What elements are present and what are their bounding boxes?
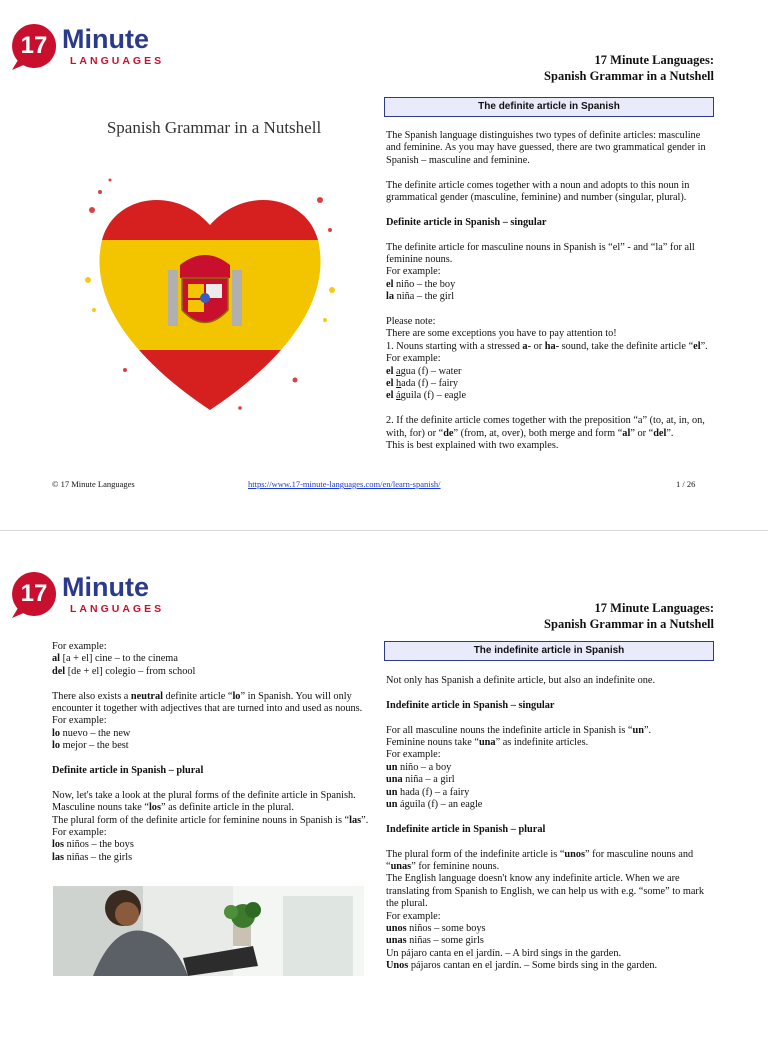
document-title: Spanish Grammar in a Nutshell [106,118,322,137]
brand-logo [10,568,180,620]
paragraph: The plural form of the indefinite article is “unos” for masculine nouns and “unas” for feminine nouns. The English language doesn't know any indefinite article. When we are translating from Spanish to English, we can help us with e.g. “some” to mark the plural. For example: unos niños – some boys unas niñas – some girls Un pájaro canta en el jardín. – A bird sings in the garden. Unos pájaros cantan en el jardín. – Some birds sing in the garden. [386,848,704,972]
paragraph: The Spanish language distinguishes two types of definite articles: masculine and feminine. As you may have guessed, there are two grammatical gender in Spanish – masculine and feminine. [386,130,706,166]
footer-copyright: © 17 Minute Languages [52,479,135,489]
svg-text:17: 17 [20,32,48,59]
page-2 [0,548,768,1060]
left-text-column [52,641,374,877]
page-header [544,52,714,84]
subheading: Indefinite article in Spanish – plural [386,823,546,835]
section-title-box: The indefinite article in Spanish [384,641,714,661]
header-line-1: 17 Minute Languages: [594,601,714,615]
svg-text:17: 17 [20,580,48,607]
subheading: Indefinite article in Spanish – singular [386,699,555,711]
note-paragraph: Please note: There are some exceptions you have to pay attention to! 1. Nouns starting with a stressed a- or ha- sound, take the definite article “el”. For example: el agua (f) – water el hada (f) – fairy el águila (f) – eagle [386,316,708,402]
subheading: Definite article in Spanish – plural [52,765,204,777]
footer-link[interactable]: https://www.17-minute-languages.com/en/learn-spanish/ [248,479,441,489]
header-line-1: 17 Minute Languages: [594,53,714,67]
paragraph: For all masculine nouns the indefinite article in Spanish is “un”. Feminine nouns take “una” as indefinite articles. For example: un niño – a boy una niña – a girl un hada (f) – a fairy un águila (f) – an eagle [386,724,652,811]
subheading: Definite article in Spanish – singular [386,216,547,228]
woman-laptop-photo [53,886,364,976]
page-divider [0,530,768,531]
brand-logo [10,20,180,72]
svg-text:LANGUAGES: LANGUAGES [70,603,165,615]
right-text-column [386,675,716,985]
header-line-2: Spanish Grammar in a Nutshell [544,617,714,631]
paragraph: Now, let's take a look at the plural forms of the definite article in Spanish. Masculine nouns take “los” as definite article in the plural. The plural form of the definite article for feminine nouns in Spanish is “las”. For example: los niños – the boys las niñas – the girls [52,789,369,863]
svg-text:Minute: Minute [62,24,149,54]
header-line-2: Spanish Grammar in a Nutshell [544,69,714,83]
main-text-column [386,130,716,465]
section-title-box: The definite article in Spanish [384,97,714,117]
page-number: 1 / 26 [676,479,696,489]
spanish-flag-heart-image [80,170,340,420]
page-1 [0,0,768,512]
paragraph: The definite article for masculine nouns in Spanish is “el” - and “la” for all feminine nouns. For example: el niño – the boy la niña – the girl [386,241,695,303]
page-header [544,600,714,632]
paragraph: 2. If the definite article comes together with the preposition “a” (to, at, in, on, with, for) or “de” (from, at, over), both merge and form “al” or “del”. This is best explained with two examples. [386,415,705,452]
paragraph: Not only has Spanish a definite article, but also an indefinite one. [386,675,656,686]
svg-text:Minute: Minute [62,572,149,602]
paragraph: The definite article comes together with a noun and adopts to this noun in grammatical gender (masculine, feminine) and number (singular, plural). [386,179,690,204]
paragraph: There also exists a neutral definite article “lo” in Spanish. You will only encounter it together with adjectives that are turned into and used as nouns. For example: lo nuevo – the new lo mejor – the best [52,690,363,752]
svg-text:LANGUAGES: LANGUAGES [70,55,165,67]
paragraph: For example: al [a + el] cine – to the cinema del [de + el] colegio – from school [52,641,196,677]
